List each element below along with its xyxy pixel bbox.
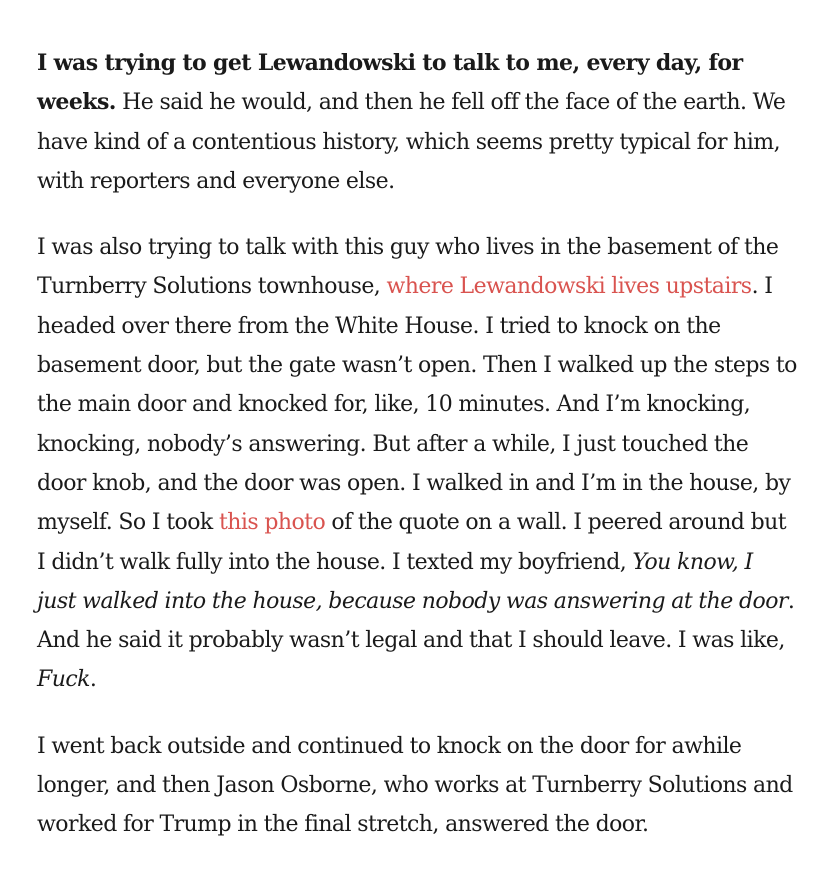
lead-bold-text: I was trying to get Lewandowski to talk to me, every day, for weeks. — [37, 50, 743, 116]
paragraph-2-text-3: of the quote on a wall. I peered around but I didn’t walk fully into the house. I texted my boyfriend, — [37, 510, 787, 575]
paragraph-2 — [37, 228, 797, 700]
text-message-quote: You know, I just walked into the house, because nobody was answering at the door — [37, 549, 788, 614]
paragraph-1 — [37, 44, 797, 201]
this-photo-link[interactable]: this photo — [218, 510, 326, 536]
paragraph-2-text-2: . I headed over there from the White House. I tried to knock on the basement door, but the gate wasn’t open. Then I walked up the steps to the main door and knocked for, like, 10 minutes. And I’m knocking, knocking, nobody’s answering. But after a while, I just touched the door knob, and the door was open. I walked in and I’m in the house, by myself. So I took — [37, 274, 797, 536]
exclamation-italic: Fuck — [37, 667, 90, 693]
lewandowski-lives-upstairs-link[interactable]: where Lewandowski lives upstairs — [386, 274, 752, 300]
paragraph-2-text-5: . — [89, 667, 97, 693]
paragraph-2-text-1: I was also trying to talk with this guy who lives in the basement of the Turnberry Solutions townhouse, — [37, 235, 779, 300]
paragraph-3 — [37, 727, 797, 845]
paragraph-3-text: I went back outside and continued to knock on the door for awhile longer, and then Jason Osborne, who works at Turnberry Solutions and worked for Trump in the final stretch, answered the door. — [37, 733, 793, 838]
paragraph-2-text-4: . And he said it probably wasn’t legal and that I should leave. I was like, — [37, 588, 795, 654]
paragraph-1-text: He said he would, and then he fell off the face of the earth. We have kind of a contentious history, which seems pretty typical for him, with reporters and everyone else. — [37, 90, 786, 194]
